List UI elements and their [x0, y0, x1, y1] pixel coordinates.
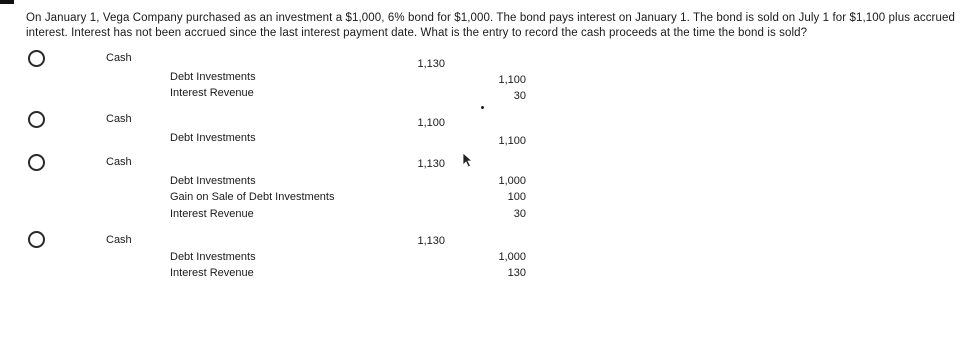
credit-amount: 130	[507, 267, 526, 279]
credit-account: Interest Revenue	[170, 208, 254, 220]
debit-amount: 1,130	[417, 235, 445, 247]
credit-account: Interest Revenue	[170, 267, 254, 279]
credit-amount: 1,000	[498, 251, 526, 263]
credit-account: Debt Investments	[170, 175, 256, 187]
credit-account: Debt Investments	[170, 71, 256, 83]
radio-button-d[interactable]	[28, 231, 45, 248]
debit-account: Cash	[106, 234, 132, 246]
credit-amount: 1,100	[498, 135, 526, 147]
credit-account: Gain on Sale of Debt Investments	[170, 191, 335, 203]
debit-account: Cash	[106, 52, 132, 64]
credit-account: Interest Revenue	[170, 87, 254, 99]
radio-button-c[interactable]	[28, 154, 45, 171]
credit-amount: 30	[513, 208, 526, 220]
debit-amount: 1,130	[417, 158, 445, 170]
stray-dot	[481, 106, 484, 109]
credit-amount: 1,000	[498, 175, 526, 187]
question-text: On January 1, Vega Company purchased as an investment a $1,000, 6% bond for $1,000. The bond pays interest on January 1. The bond is sold on July 1 for $1,100 plus accrued interest. Interest has not been accrued since the last interest payment date. What is the entry to record the cash proceeds at the time the bond is sold?	[26, 12, 955, 39]
credit-account: Debt Investments	[170, 251, 256, 263]
debit-amount: 1,100	[417, 117, 445, 129]
credit-amount: 1,100	[498, 74, 526, 86]
radio-button-b[interactable]	[28, 111, 45, 128]
credit-amount: 100	[507, 191, 526, 203]
credit-amount: 30	[513, 90, 526, 102]
mouse-pointer-icon	[462, 152, 474, 168]
credit-account: Debt Investments	[170, 132, 256, 144]
debit-account: Cash	[106, 113, 132, 125]
debit-account: Cash	[106, 156, 132, 168]
debit-amount: 1,130	[417, 58, 445, 70]
